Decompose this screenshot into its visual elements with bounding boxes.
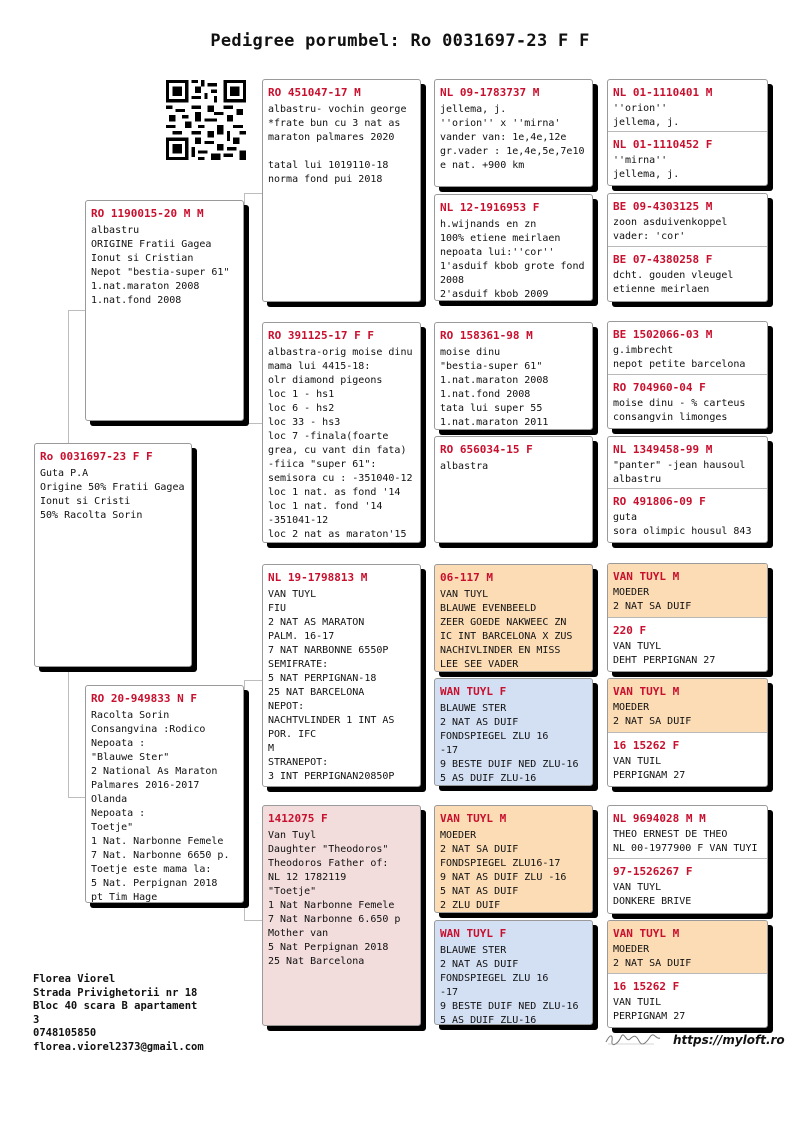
connector-line xyxy=(244,193,245,423)
pedigree-card-subject xyxy=(34,443,192,667)
ring-id: 06-117 M xyxy=(440,571,493,584)
card-notes: "panter" -jean hausoul albastru xyxy=(613,460,746,485)
card-notes: dcht. gouden vleugel etienne meirlaen xyxy=(613,270,734,295)
card-notes: jellema, j. ''orion'' x ''mirna' vander van: 1e,4e,12e gr.vader : 1e,4e,5e,7e10 e nat. +900 km xyxy=(440,104,585,171)
card-notes: moise dinu - % carteus consangvin limonges xyxy=(613,398,746,423)
ring-id: NL 01-1110401 M xyxy=(613,86,713,99)
card-notes: albastra xyxy=(440,461,489,472)
ring-id: NL 19-1798813 M xyxy=(268,571,368,584)
signature-logo xyxy=(604,1031,662,1047)
gen4-entry xyxy=(608,617,767,668)
card-notes: Guta P.A Origine 50% Fratii Gagea Ionut si Cristi 50% Racolta Sorin xyxy=(40,468,185,521)
connector-line xyxy=(68,310,69,443)
gen4-entry xyxy=(608,679,767,732)
card-notes: THEO ERNEST DE THEO NL 00-1977900 F VAN TUYI xyxy=(613,829,758,854)
pedigree-card-gen3 xyxy=(434,322,593,430)
connector-line xyxy=(244,423,262,424)
website-link[interactable]: https://myloft.ro xyxy=(673,1033,785,1047)
ring-id: 97-1526267 F xyxy=(613,865,693,878)
card-notes: Racolta Sorin Consangvina :Rodico Nepoata : "Blauwe Ster" 2 National As Maraton Palmares 2016-2017 Olanda Nepoata : Toetje" 1 Nat. Narbonne Femele 7 Nat. Narbonne 6650 p. Toetje este mama la: 5 Nat. Perpignan 2018 pt Tim Hage xyxy=(91,710,230,903)
gen4-entry xyxy=(608,488,767,539)
card-notes: BLAUWE STER 2 NAT AS DUIF FONDSPIEGEL ZLU 16 -17 9 BESTE DUIF NED ZLU-16 5 AS DUIF ZLU-16 xyxy=(440,703,579,784)
owner-contact: Florea Viorel Strada Privighetorii nr 18 Bloc 40 scara B apartament 3 0748105850 florea.viorel2373@gmail.com xyxy=(33,973,204,1053)
card-notes: MOEDER 2 NAT SA DUIF xyxy=(613,944,692,969)
pedigree-card-sire-dam xyxy=(262,322,421,543)
connector-line xyxy=(244,680,245,920)
card-notes: VAN TUYL FIU 2 NAT AS MARATON PALM. 16-17 7 NAT NARBONNE 6550P SEMIFRATE: 5 NAT PERPIGNAN-18 25 NAT BARCELONA NEPOT: NACHTVLINDER 1 INT AS POR. IFC M STRANEPOT: 3 INT PERPIGNAN20850P xyxy=(268,589,395,782)
pedigree-card-gen4-pair xyxy=(607,321,768,429)
pedigree-card-gen3 xyxy=(434,678,593,786)
card-notes: MOEDER 2 NAT SA DUIF FONDSPIEGEL ZLU16-17 9 NAT AS DUIF ZLU -16 5 NAT AS DUIF 2 ZLU DUIF xyxy=(440,830,567,911)
connector-line xyxy=(68,310,85,311)
pedigree-card-sire xyxy=(85,200,244,421)
gen4-entry xyxy=(608,564,767,617)
pedigree-card-gen4-pair xyxy=(607,920,768,1028)
card-notes: VAN TUYL BLAUWE EVENBEELD ZEER GOEDE NAKWEEC ZN IC INT BARCELONA X ZUS NACHIVLINDER EN MISS LEE SEE VADER xyxy=(440,589,573,670)
pedigree-card-gen3 xyxy=(434,79,593,187)
pedigree-card-sire-sire xyxy=(262,79,421,302)
ring-id: 16 15262 F xyxy=(613,980,680,993)
ring-id: RO 1190015-20 M M xyxy=(91,207,204,220)
ring-id: NL 9694028 M M xyxy=(613,812,706,825)
card-notes: VAN TUYL DONKERE BRIVE xyxy=(613,882,692,907)
page-title: Pedigree porumbel: Ro 0031697-23 F F xyxy=(210,31,590,51)
pedigree-card-gen4-pair xyxy=(607,436,768,543)
card-notes: ''mirna'' jellema, j. xyxy=(613,155,680,180)
ring-id: NL 12-1916953 F xyxy=(440,201,540,214)
card-notes: Van Tuyl Daughter "Theodoros" Theodoros Father of: NL 12 1782119 "Toetje" 1 Nat Narbonne Femele 7 Nat Narbonne 6.650 p Mother van 5 Nat Perpignan 2018 25 Nat Barcelona xyxy=(268,830,401,967)
card-notes: albastru- vochin george *frate bun cu 3 nat as maraton palmares 2020 tatal lui 1019110-18 norma fond pui 2018 xyxy=(268,104,407,185)
card-notes: albastra-orig moise dinu mama lui 4415-18: olr diamond pigeons loc 1 - hs1 loc 6 - hs2 loc 33 - hs3 loc 7 -finala(foarte grea, cu vant din fata) -fiica "super 61": semisora cu : -351040-12 loc 1 nat. as fond '14 loc 1 nat. fond '14 -351041-12 loc 2 nat as maraton'15 xyxy=(268,347,413,540)
gen4-entry xyxy=(608,194,767,246)
pedigree-card-gen4-pair xyxy=(607,193,768,302)
ring-id: RO 451047-17 M xyxy=(268,86,361,99)
gen4-entry xyxy=(608,858,767,909)
card-notes: h.wijnands en zn 100% etiene meirlaen nepoata lui:''cor'' 1'asduif kbob grote fond 2008 2'asduif kbob 2009 xyxy=(440,219,585,300)
ring-id: RO 491806-09 F xyxy=(613,495,706,508)
pedigree-card-dam xyxy=(85,685,244,903)
card-notes: ''orion'' jellema, j. xyxy=(613,103,680,128)
ring-id: BE 1502066-03 M xyxy=(613,328,713,341)
gen4-entry xyxy=(608,921,767,973)
gen4-entry xyxy=(608,732,767,783)
connector-line xyxy=(244,680,262,681)
card-notes: zoon asduivenkoppel vader: 'cor' xyxy=(613,217,728,242)
card-notes: g.imbrecht nepot petite barcelona xyxy=(613,345,746,370)
gen4-entry xyxy=(608,131,767,182)
ring-id: BE 07-4380258 F xyxy=(613,253,713,266)
pedigree-card-gen3 xyxy=(434,564,593,672)
ring-id: NL 01-1110452 F xyxy=(613,138,713,151)
card-notes: MOEDER 2 NAT SA DUIF xyxy=(613,587,692,612)
ring-id: BE 09-4303125 M xyxy=(613,200,713,213)
gen4-entry xyxy=(608,246,767,297)
gen4-entry xyxy=(608,973,767,1024)
card-notes: moise dinu "bestia-super 61" 1.nat.maraton 2008 1.nat.fond 2008 tata lui super 55 1.nat.maraton 2011 xyxy=(440,347,549,428)
pedigree-card-gen4-pair xyxy=(607,79,768,186)
pedigree-card-gen3 xyxy=(434,920,593,1025)
ring-id: RO 391125-17 F F xyxy=(268,329,374,342)
pedigree-card-dam-dam xyxy=(262,805,421,1026)
card-notes: VAN TUYL DEHT PERPIGNAN 27 xyxy=(613,641,716,666)
ring-id: VAN TUYL M xyxy=(613,570,680,583)
connector-line xyxy=(68,667,69,797)
gen4-entry xyxy=(608,80,767,131)
ring-id: VAN TUYL M xyxy=(440,812,507,825)
gen4-entry xyxy=(608,806,767,858)
ring-id: RO 704960-04 F xyxy=(613,381,706,394)
connector-line xyxy=(244,920,262,921)
gen4-entry xyxy=(608,374,767,425)
pedigree-card-gen4-pair xyxy=(607,563,768,672)
card-notes: BLAUWE STER 2 NAT AS DUIF FONDSPIEGEL ZLU 16 -17 9 BESTE DUIF NED ZLU-16 5 AS DUIF ZLU-16 xyxy=(440,945,579,1025)
ring-id: NL 09-1783737 M xyxy=(440,86,540,99)
card-notes: MOEDER 2 NAT SA DUIF xyxy=(613,702,692,727)
ring-id: 1412075 F xyxy=(268,812,328,825)
ring-id: VAN TUYL M xyxy=(613,685,680,698)
pedigree-card-gen4-pair xyxy=(607,805,768,914)
ring-id: WAN TUYL F xyxy=(440,927,507,940)
pedigree-card-gen3 xyxy=(434,194,593,301)
qr-code-icon xyxy=(166,80,246,160)
connector-line xyxy=(68,797,85,798)
ring-id: 220 F xyxy=(613,624,647,637)
ring-id: RO 20-949833 N F xyxy=(91,692,197,705)
gen4-entry xyxy=(608,322,767,374)
ring-id: 16 15262 F xyxy=(613,739,680,752)
card-notes: VAN TUIL PERPIGNAM 27 xyxy=(613,756,686,781)
ring-id: Ro 0031697-23 F F xyxy=(40,450,153,463)
ring-id: NL 1349458-99 M xyxy=(613,443,713,456)
gen4-entry xyxy=(608,437,767,488)
card-notes: albastru ORIGINE Fratii Gagea Ionut si Cristian Nepot "bestia-super 61" 1.nat.maraton 2008 1.nat.fond 2008 xyxy=(91,225,230,306)
pedigree-card-gen4-pair xyxy=(607,678,768,787)
pedigree-card-gen3 xyxy=(434,436,593,543)
ring-id: WAN TUYL F xyxy=(440,685,507,698)
connector-line xyxy=(244,193,262,194)
pedigree-card-gen3 xyxy=(434,805,593,913)
card-notes: VAN TUIL PERPIGNAM 27 xyxy=(613,997,686,1022)
pedigree-card-dam-sire xyxy=(262,564,421,787)
ring-id: RO 656034-15 F xyxy=(440,443,533,456)
card-notes: guta sora olimpic housul 843 xyxy=(613,512,752,537)
ring-id: VAN TUYL M xyxy=(613,927,680,940)
ring-id: RO 158361-98 M xyxy=(440,329,533,342)
